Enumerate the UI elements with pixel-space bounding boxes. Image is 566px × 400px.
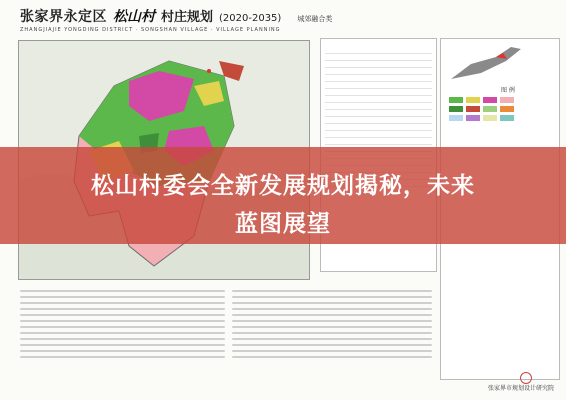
title-years: (2020-2035) bbox=[219, 13, 282, 24]
location-map bbox=[441, 39, 559, 83]
headline-line-2: 蓝图展望 bbox=[235, 211, 331, 237]
headline-line-1: 松山村委会全新发展规划揭秘，未来 bbox=[91, 173, 475, 199]
title-district: 张家界永定区 bbox=[20, 9, 107, 25]
design-org: 张家界市规划设计研究院 bbox=[487, 385, 554, 392]
legend-title: 图 例 bbox=[501, 87, 515, 94]
planning-notes-left bbox=[20, 286, 225, 362]
title-category: 城郊融合类 bbox=[297, 15, 333, 23]
title-plan: 村庄规划 bbox=[161, 10, 214, 25]
title-pinyin: ZHANGJIAJIE YONGDING DISTRICT · SONGSHAN VILLAGE · VILLAGE PLANNING bbox=[20, 27, 281, 33]
legend-swatches bbox=[449, 97, 514, 121]
sheet-title bbox=[20, 6, 332, 28]
planning-notes-right bbox=[232, 286, 432, 362]
title-village: 松山村 bbox=[113, 9, 155, 25]
